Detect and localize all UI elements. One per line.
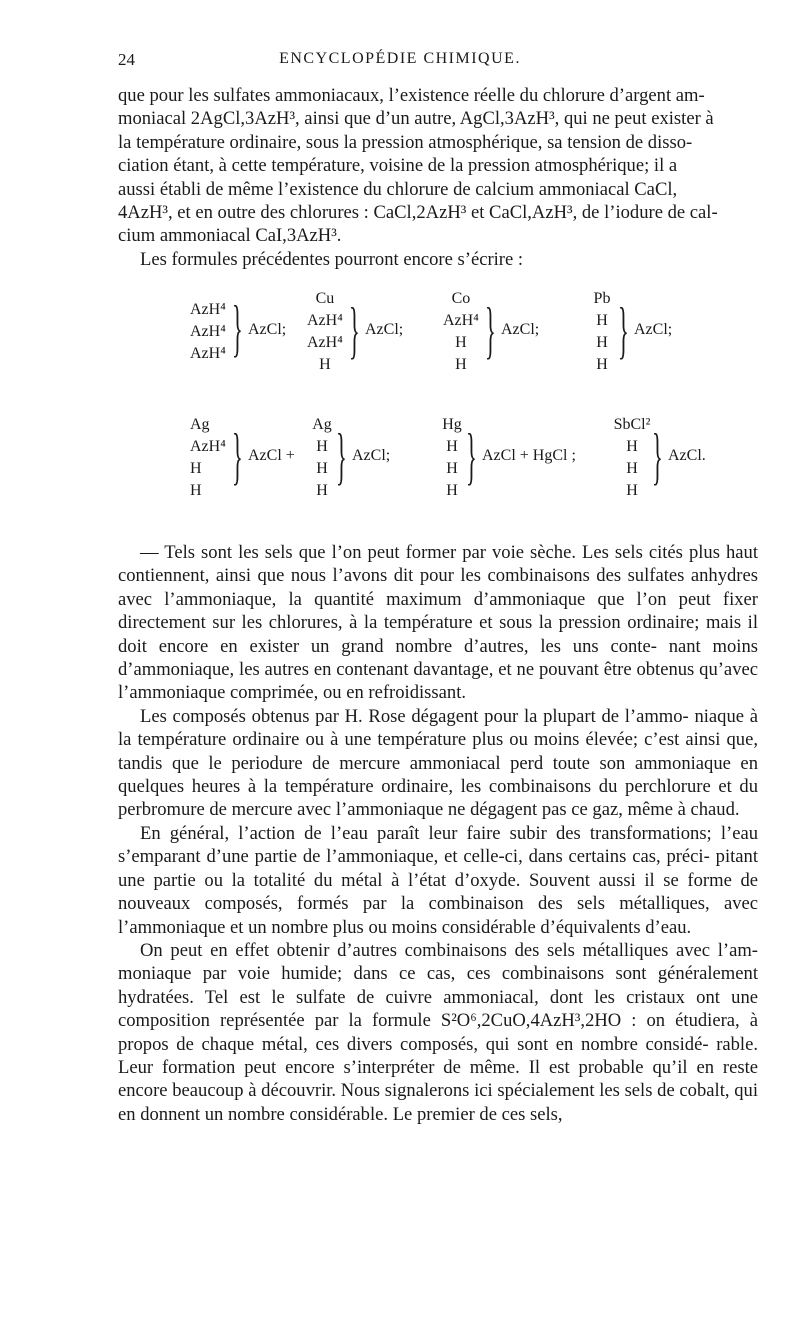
brace: } — [618, 294, 629, 365]
paragraph: — Tels sont les sels que l’on peut former par voie sèche. Les sels cités plus haut contiennent, ainsi que nous l’avons dit pour les combinaisons des sulfates anhydres avec l’ammoniaque, la quantité maximum d’ammoniaque que l’on peut fixer directement sur les chlorures, à la température et sous la pression ordinaire; mais il doit encore en exister un grand nombre d’autres, les uns conte- nant moins d’ammoniaque, les autres en contenant davantage, et ne pouvant être obtenus qu’avec l’ammoniaque comprimée, ou en refroidissant. — [118, 542, 758, 704]
formula-term: AzH⁴ — [190, 323, 226, 340]
text-line: cium ammoniacal CaI,3AzH³. — [118, 225, 342, 247]
formula-term: H — [446, 438, 458, 455]
text-line: 4AzH³, et en outre des chlorures : CaCl,2AzH³ et CaCl,AzH³, de l’iodure de cal- — [118, 202, 718, 224]
formula-term: H — [455, 334, 467, 351]
formula-term: Pb — [593, 290, 611, 307]
brace: } — [652, 420, 663, 491]
brace: } — [485, 294, 496, 365]
brace: } — [349, 294, 360, 365]
formula-rhs: AzCl; — [352, 447, 391, 464]
page-number: 24 — [118, 50, 135, 69]
formula-term: Ag — [190, 416, 210, 433]
formula-rhs: AzCl; — [248, 321, 287, 338]
formula-term: H — [626, 482, 638, 499]
formula-term: SbCl² — [613, 416, 651, 433]
formula-term: H — [596, 356, 608, 373]
text-line: la température ordinaire, sous la pression atmosphérique, sa tension de disso- — [118, 131, 693, 153]
formula-term: H — [446, 460, 458, 477]
formula-term: AzH⁴ — [190, 301, 226, 318]
text-line: moniacal 2AgCl,3AzH³, ainsi que d’un autre, AgCl,3AzH³, qui ne peut exister à — [118, 108, 714, 130]
formula-term: H — [596, 334, 608, 351]
formula-term: AzH⁴ — [443, 312, 479, 329]
formula-rhs: AzCl; — [634, 321, 673, 338]
formula-term: Ag — [312, 416, 332, 433]
formula-term: H — [316, 482, 328, 499]
intro-paragraph — [118, 84, 758, 271]
formula-term: H — [316, 438, 328, 455]
text-line: ciation étant, à cette température, voisine de la pression atmosphérique; il a — [118, 155, 678, 177]
formula-rhs: AzCl + — [248, 447, 295, 464]
text-line: aussi établi de même l’existence du chlorure de calcium ammoniacal CaCl, — [118, 178, 678, 200]
paragraph: On peut en effet obtenir d’autres combinaisons des sels métalliques avec l’am- moniaque par voie humide; dans ce cas, ces combinaisons sont généralement hydratées. Tel est le sulfate de cuivre ammoniacal, dont les cristaux ont une composition représentée par la formule S²O⁶,2CuO,4AzH³,2HO : on étudiera, à propos de chaque métal, ces divers composés, qui sont en nombre considé- rable. Leur formation peut encore s’interpréter de même. Il est probable qu’il en reste encore beaucoup à découvrir. Nous signalerons ici spécialement les sels de cobalt, qui en donnent un nombre considérable. Le premier de ces sels, — [118, 939, 758, 1125]
formula-term: Co — [451, 290, 471, 307]
formula-row-1 — [0, 288, 800, 398]
formula-term: H — [190, 482, 202, 499]
running-title: ENCYCLOPÉDIE CHIMIQUE. — [279, 50, 521, 67]
formula-term: H — [455, 356, 467, 373]
formula-term: H — [319, 356, 331, 373]
formula-term: Hg — [442, 416, 462, 433]
paragraph: Les composés obtenus par H. Rose dégagent pour la plupart de l’ammo- niaque à la température ordinaire ou à une température plus ou moins élevée; c’est ainsi que, tandis que le periodure de mercure ammoniacal perd toute son ammoniaque en quelques heures à la température ordinaire, les combinaisons du perchlorure et du perbromure de mercure avec l’ammoniaque ne dégagent pas ce gaz, même à chaud. — [118, 705, 758, 821]
brace: } — [336, 420, 347, 491]
body-text — [118, 541, 758, 1126]
formula-rhs: AzCl; — [365, 321, 404, 338]
page-header — [0, 50, 800, 74]
paragraph: En général, l’action de l’eau paraît leur faire subir des transformations; l’eau s’emparant d’une partie de l’ammoniaque, et celle-ci, dans certains cas, préci- pitant une partie ou la totalité du métal à l’état d’oxyde. Souvent aussi il se forme de nouveaux composés, formés par la combinaison des sels métalliques, avec l’ammoniaque et un nombre plus ou moins considérable d’équivalents d’eau. — [118, 822, 758, 938]
formula-term: AzH⁴ — [190, 345, 226, 362]
formula-term: H — [626, 460, 638, 477]
formula-rhs: AzCl; — [501, 321, 540, 338]
formula-row-2 — [0, 414, 800, 524]
formula-term: H — [596, 312, 608, 329]
brace: } — [232, 420, 243, 491]
formula-term: H — [316, 460, 328, 477]
formula-term: AzH⁴ — [307, 312, 343, 329]
formula-term: H — [190, 460, 202, 477]
formula-term: H — [446, 482, 458, 499]
formula-rhs: AzCl + HgCl ; — [482, 447, 576, 464]
formula-rhs: AzCl. — [668, 447, 706, 464]
formula-intro: Les formules précédentes pourront encore s’écrire : — [140, 248, 524, 270]
formula-term: AzH⁴ — [307, 334, 343, 351]
formula-term: Cu — [315, 290, 335, 307]
brace: } — [232, 292, 243, 363]
formula-term: AzH⁴ — [190, 438, 226, 455]
text-line: que pour les sulfates ammoniacaux, l’existence réelle du chlorure d’argent am- — [118, 85, 705, 106]
formula-term: H — [626, 438, 638, 455]
brace: } — [466, 420, 477, 491]
